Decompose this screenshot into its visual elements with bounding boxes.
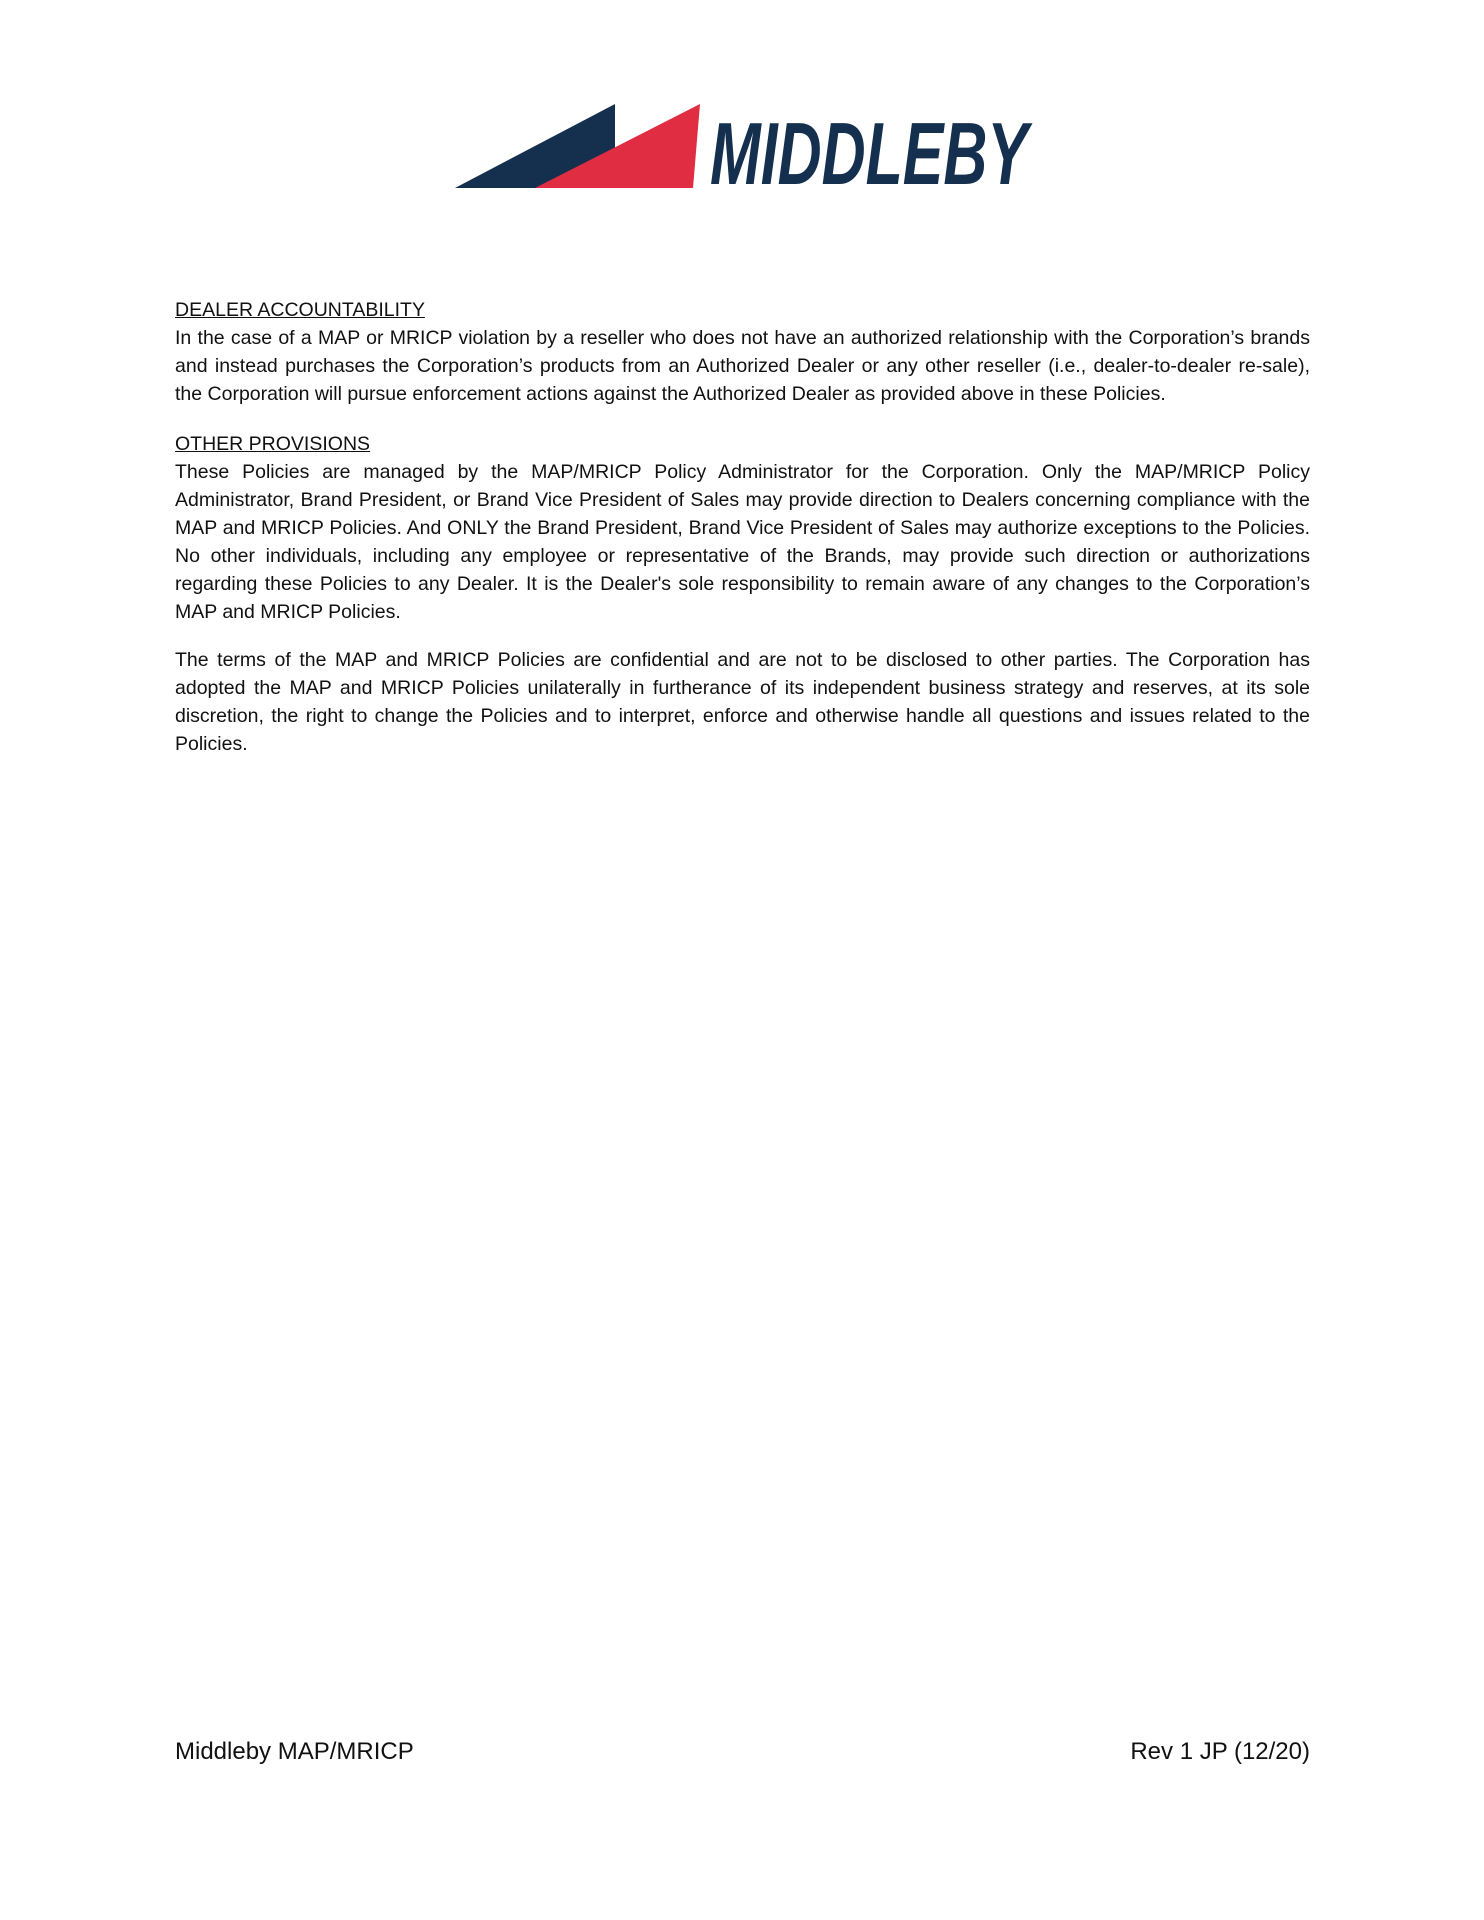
page-footer (175, 1736, 1310, 1768)
section-heading-dealer-accountability: DEALER ACCOUNTABILITY (175, 299, 425, 321)
footer-revision: Rev 1 JP (12/20) (1130, 1738, 1310, 1765)
footer-document-title: Middleby MAP/MRICP (175, 1738, 414, 1765)
other-provisions-paragraph-1: These Policies are managed by the MAP/MRICP Policy Administrator for the Corporation. Only the MAP/MRICP Policy Administrator, Brand President, or Brand Vice President of Sales may provide direction to Dealers concerning compliance with the MAP and MRICP Policies. And ONLY the Brand President, Brand Vice President of Sales may authorize exceptions to the Policies. No other individuals, including any employee or representative of the Brands, may provide such direction or authorizations regarding these Policies to any Dealer. It is the Dealer's sole responsibility to remain aware of any changes to the Corporation’s MAP and MRICP Policies. (175, 461, 1310, 623)
other-provisions-paragraph-2: The terms of the MAP and MRICP Policies are confidential and are not to be disclosed to other parties. The Corporation has adopted the MAP and MRICP Policies unilaterally in furtherance of its independent business strategy and reserves, at its sole discretion, the right to change the Policies and to interpret, enforce and otherwise handle all questions and issues related to the Policies. (175, 649, 1310, 755)
section-heading-other-provisions: OTHER PROVISIONS (175, 433, 371, 455)
dealer-accountability-paragraph: In the case of a MAP or MRICP violation by a reseller who does not have an authorized relationship with the Corporation’s brands and instead purchases the Corporation’s products from an Authorized Dealer or any other reseller (i.e., dealer-to-dealer re-sale), the Corporation will pursue enforcement actions against the Authorized Dealer as provided above in these Policies. (175, 327, 1310, 405)
logo-wordmark: MIDDLEBY (710, 104, 1034, 203)
middleby-logo (455, 104, 1034, 203)
document-body (175, 296, 1310, 758)
